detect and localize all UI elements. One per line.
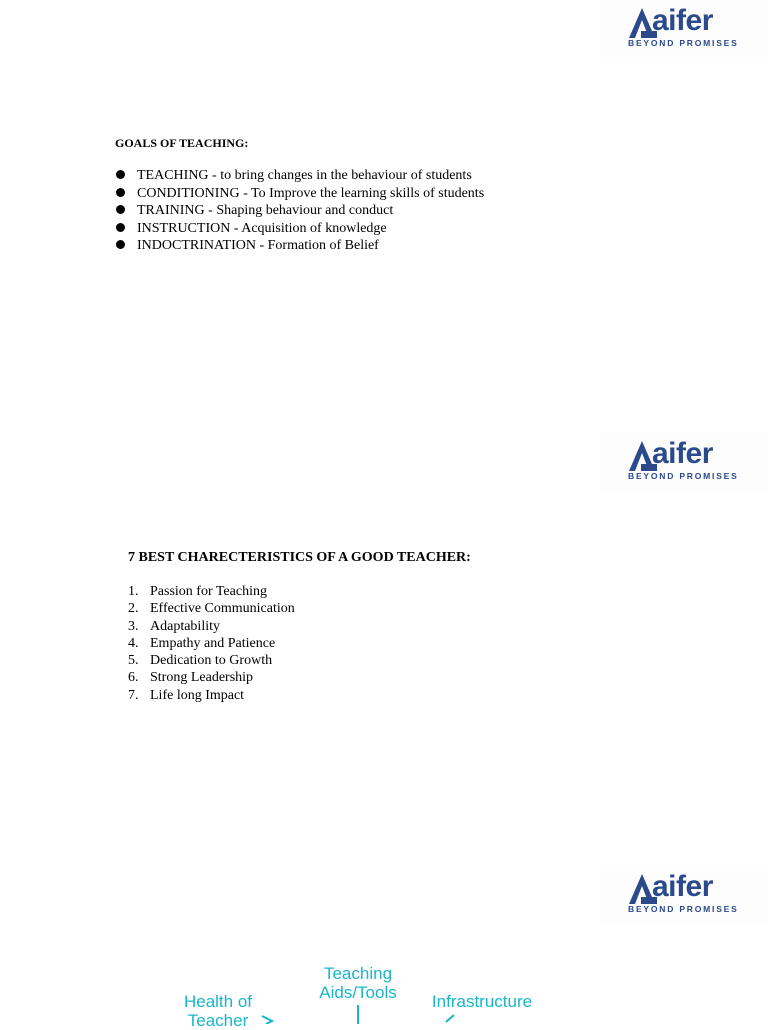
logo-tagline: BEYOND PROMISES xyxy=(628,38,739,48)
characteristics-heading: 7 BEST CHARECTERISTICS OF A GOOD TEACHER: xyxy=(128,550,471,565)
list-item: CONDITIONING - To Improve the learning skills of students xyxy=(115,185,484,203)
logo-word: aifer xyxy=(652,4,713,37)
list-item: 4. Empathy and Patience xyxy=(128,635,276,651)
aifer-logo xyxy=(600,866,768,924)
logo-word: aifer xyxy=(652,437,713,470)
goals-heading: GOALS OF TEACHING: xyxy=(115,136,249,150)
diagram-node-infrastructure: Infrastructure xyxy=(431,992,533,1011)
bullet-icon xyxy=(116,205,125,214)
bullet-icon xyxy=(116,188,125,197)
list-item: TEACHING - to bring changes in the behaviour of students xyxy=(115,167,484,185)
list-item: TRAINING - Shaping behaviour and conduct xyxy=(115,202,484,220)
diagram-node-teaching-aids: Teaching Aids/Tools xyxy=(319,964,397,1002)
list-item: 1. Passion for Teaching xyxy=(128,584,267,599)
goals-list xyxy=(115,167,484,255)
list-item: 7. Life long Impact xyxy=(128,687,245,703)
logo-tagline: BEYOND PROMISES xyxy=(628,471,739,481)
connector-arrow-right xyxy=(446,1015,454,1022)
list-item: INDOCTRINATION - Formation of Belief xyxy=(115,237,484,255)
list-item: 5. Dedication to Growth xyxy=(128,653,273,669)
list-item: 3. Adaptability xyxy=(128,618,220,634)
list-item: 6. Strong Leadership xyxy=(128,670,254,686)
diagram-node-health-of-teacher: Health of Teacher xyxy=(183,992,253,1030)
logo-tagline: BEYOND PROMISES xyxy=(628,904,739,914)
logo-word: aifer xyxy=(652,870,713,903)
aifer-logo xyxy=(600,433,768,491)
aifer-logo xyxy=(600,0,768,58)
list-item: INSTRUCTION - Acquisition of knowledge xyxy=(115,220,484,238)
list-item: 2. Effective Communication xyxy=(128,601,295,617)
characteristics-list xyxy=(128,583,295,704)
bullet-icon xyxy=(116,223,125,232)
bullet-icon xyxy=(116,240,125,249)
bullet-icon xyxy=(116,170,125,179)
